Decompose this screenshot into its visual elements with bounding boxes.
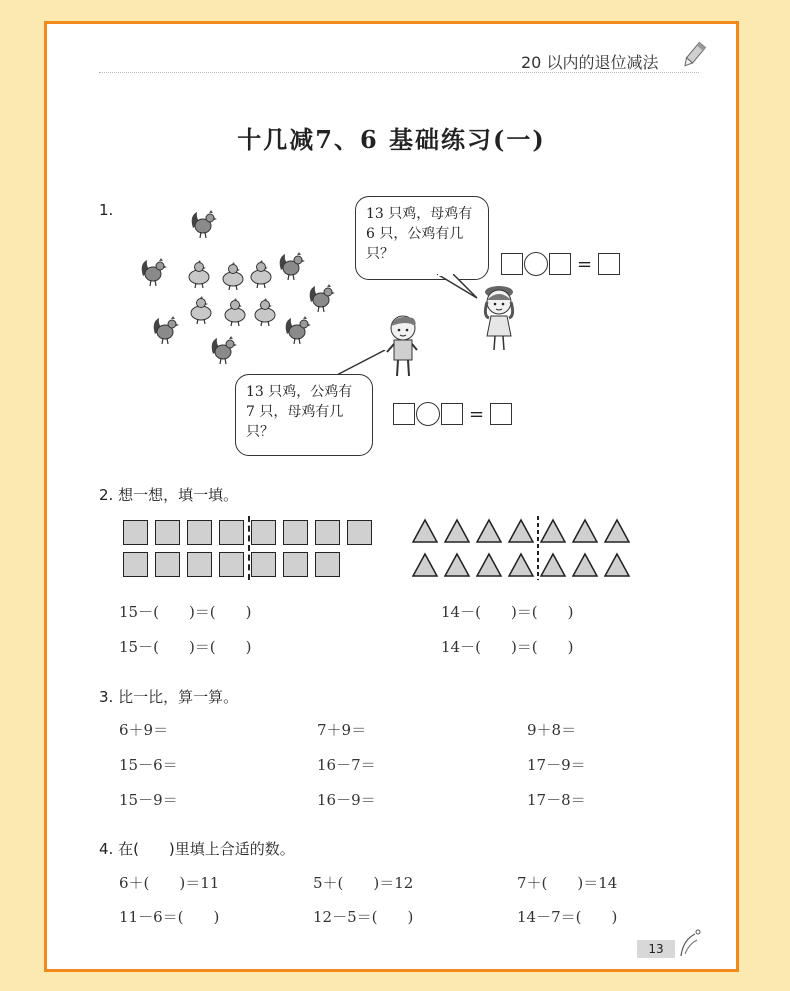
rooster-icon [192,210,217,238]
triangle-shape [573,520,597,542]
triangle-shape [477,520,501,542]
rooster-icon [286,316,311,344]
answer-box[interactable] [393,403,415,425]
rooster-icon [280,252,305,280]
speech-bubble-girl [355,196,489,280]
page-frame [44,21,739,972]
q3-equation: 7＋9＝ [317,721,367,739]
q4-equation: 11－6＝( ) [119,908,220,926]
page-number: 13 [637,940,675,958]
square-shape [283,552,308,577]
square-shape [315,520,340,545]
speech-bubble-girl-text: 13 只鸡，母鸡有 6 只，公鸡有几只？ [366,206,473,262]
square-shape [123,520,148,545]
hen-icon [251,260,271,288]
speech-bubble-girl-tail [433,274,483,300]
q3-equation: 6＋9＝ [119,721,169,739]
hen-icon [223,262,243,290]
square-shape [251,520,276,545]
square-shape [219,552,244,577]
q2-right-equation-1: 14－( )＝( ) [441,603,574,621]
square-shape [155,520,180,545]
rooster-icon [212,336,237,364]
square-shape [283,520,308,545]
q3-equation: 15－9＝ [119,791,178,809]
q3-equation: 16－9＝ [317,791,376,809]
triangle-shape [445,554,469,576]
triangle-shape [413,554,437,576]
question-2-heading: 2. 想一想，填一填。 [99,486,239,504]
question-1-number: 1. [99,201,114,219]
triangle-shape [541,520,565,542]
q3-equation: 17－8＝ [527,791,586,809]
q4-equation: 12－5＝( ) [313,908,414,926]
boy-illustration [383,312,423,378]
square-shape [187,520,212,545]
square-shape [347,520,372,545]
rooster-icon [310,284,335,312]
answer-box[interactable] [490,403,512,425]
q3-equation: 9＋8＝ [527,721,577,739]
q4-equation: 6＋( )＝11 [119,874,220,892]
triangle-shape [413,520,437,542]
square-shape [155,552,180,577]
girl-illustration [477,282,521,352]
question-3-heading: 3. 比一比，算一算。 [99,688,239,706]
triangle-shape [509,554,533,576]
leaf-doodle-icon [677,928,703,958]
page-title: 十几减7、6 基础练习(一) [237,125,546,154]
q2-right-equation-2: 14－( )＝( ) [441,638,574,656]
square-shape [123,552,148,577]
square-shape [187,552,212,577]
equals-sign: = [469,403,485,425]
answer-box[interactable] [549,253,571,275]
square-shape [251,552,276,577]
q4-equation: 7＋( )＝14 [517,874,618,892]
answer-box[interactable] [598,253,620,275]
hen-icon [225,298,245,326]
triangle-shape [605,520,629,542]
answer-box[interactable] [501,253,523,275]
speech-bubble-boy-text: 13 只鸡，公鸡有 7 只，母鸡有几只？ [246,384,353,440]
speech-bubble-boy [235,374,373,456]
equals-sign: = [577,253,593,275]
triangle-shape [605,554,629,576]
square-shape [219,520,244,545]
equation-template-1 [501,252,620,276]
q3-equation: 16－7＝ [317,756,376,774]
q4-equation: 5＋( )＝12 [313,874,414,892]
triangle-shape [509,520,533,542]
rooster-icon [154,316,179,344]
q3-equation: 17－9＝ [527,756,586,774]
hen-icon [189,260,209,288]
squares-group [123,520,375,580]
header-divider [99,72,699,73]
operator-circle[interactable] [416,402,440,426]
triangle-shape [541,554,565,576]
triangles-group [411,516,633,582]
q4-equation: 14－7＝( ) [517,908,618,926]
divider-dashed-line [248,516,250,580]
equation-template-2 [393,402,512,426]
q2-left-equation-2: 15－( )＝( ) [119,638,252,656]
triangle-shape [573,554,597,576]
q3-equation: 15－6＝ [119,756,178,774]
triangle-shape [477,554,501,576]
hen-icon [255,298,275,326]
q2-left-equation-1: 15－( )＝( ) [119,603,252,621]
rooster-icon [142,258,167,286]
header-title: 20 以内的退位减法 [521,53,659,72]
hen-icon [191,296,211,324]
operator-circle[interactable] [524,252,548,276]
question-4-heading: 4. 在( )里填上合适的数。 [99,840,295,858]
square-shape [315,552,340,577]
answer-box[interactable] [441,403,463,425]
chickens-illustration [131,210,341,370]
pencil-icon [681,40,707,70]
triangle-shape [445,520,469,542]
